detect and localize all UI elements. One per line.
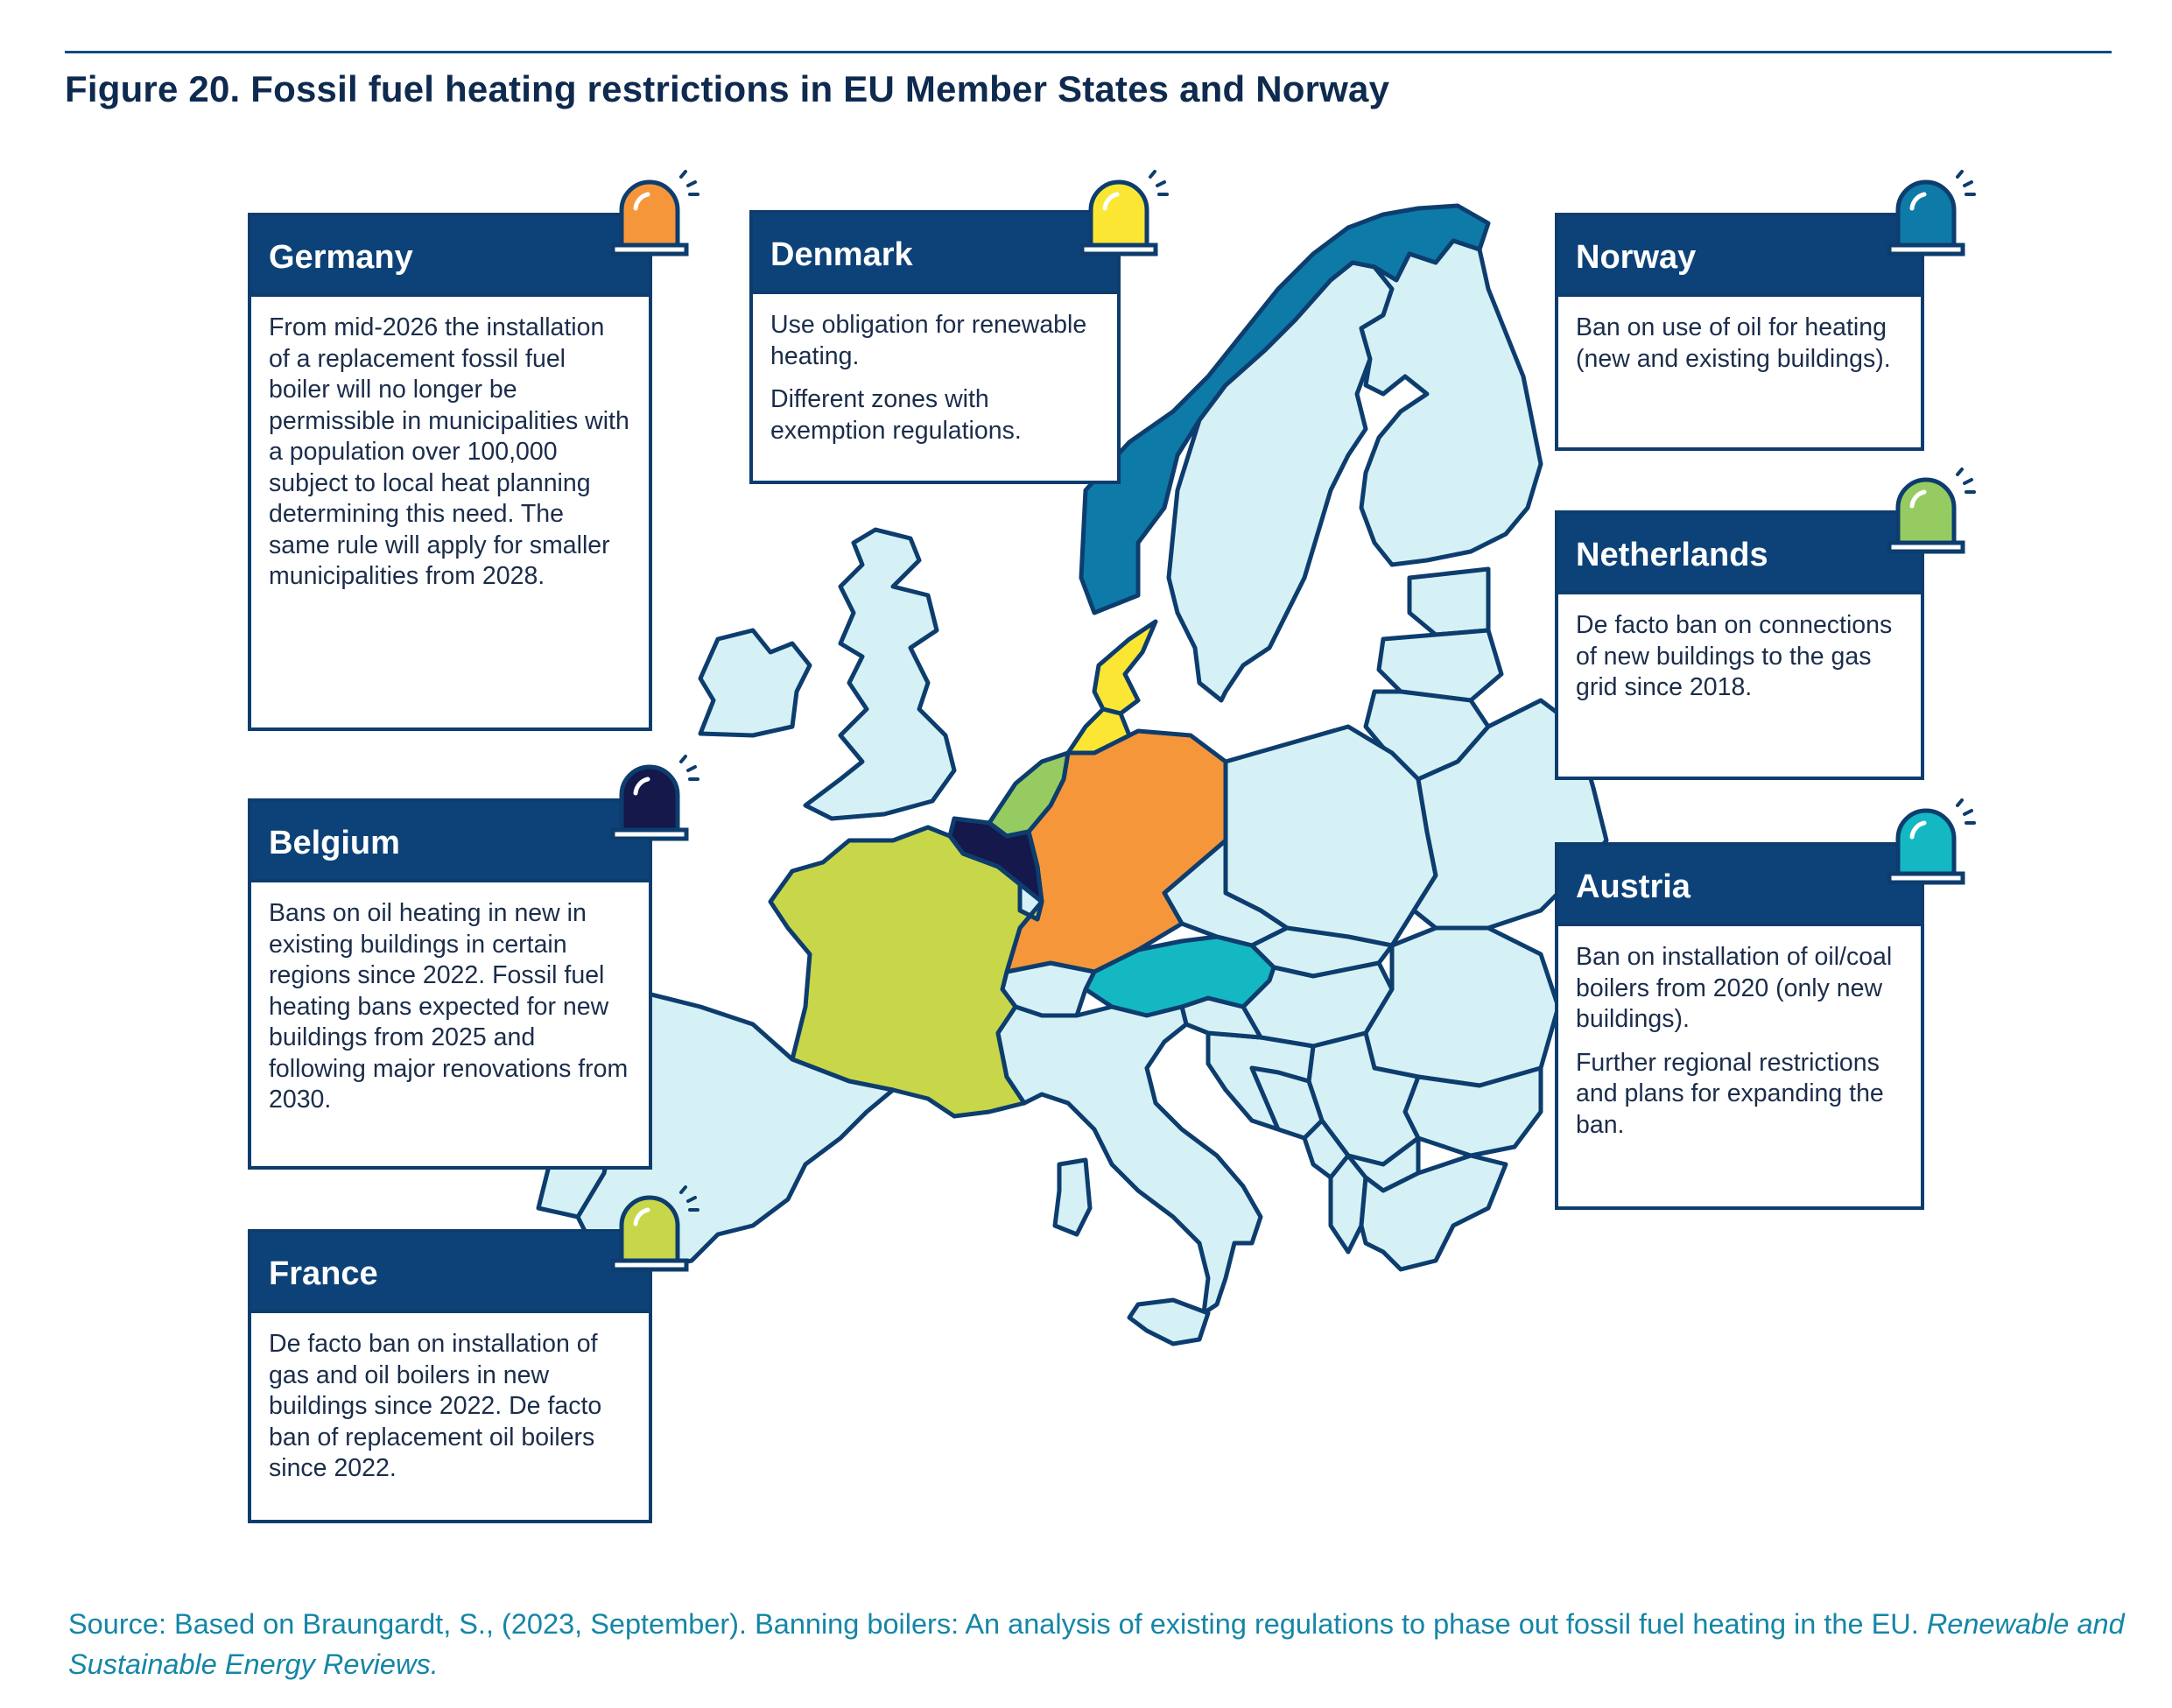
country-sardinia[interactable] — [1055, 1160, 1090, 1234]
netherlands-title: Netherlands — [1558, 514, 1921, 594]
country-denmark[interactable] — [1094, 622, 1156, 713]
germany-box — [248, 213, 652, 731]
austria-text: Ban on installation of oil/coal boilers from 2020 (only new buildings). Further regional restrictions and plans for expanding the ban. — [1576, 943, 1893, 1139]
denmark-box — [749, 210, 1121, 484]
country-sicily[interactable] — [1129, 1300, 1208, 1344]
austria-box — [1555, 842, 1924, 1210]
netherlands-siren-icon — [1880, 464, 1977, 560]
austria-title: Austria — [1558, 846, 1921, 926]
belgium-box — [248, 798, 652, 1170]
country-romania[interactable] — [1361, 928, 1558, 1086]
netherlands-box — [1555, 510, 1924, 780]
denmark-text: Use obligation for renewable heating. Different zones with exemption regulations. — [770, 311, 1087, 445]
germany-siren-icon — [604, 166, 700, 263]
figure-title: Figure 20. Fossil fuel heating restrictions in EU Member States and Norway — [65, 68, 1390, 109]
source-note — [68, 1604, 2172, 1684]
norway-title: Norway — [1558, 216, 1921, 297]
country-united-kingdom[interactable] — [805, 530, 954, 819]
belgium-title: Belgium — [251, 802, 649, 882]
country-estonia[interactable] — [1409, 569, 1488, 635]
denmark-siren-icon — [1073, 166, 1170, 263]
france-box — [248, 1229, 652, 1523]
germany-text: From mid-2026 the installation of a replacement fossil fuel boiler will no longer be permissible in municipalities with a population over 100,000 subject to local heat planning determining this need. The same rule will apply for smaller municipalities from 2028. — [269, 313, 629, 590]
germany-title: Germany — [251, 216, 649, 297]
belgium-text: Bans on oil heating in new in existing buildings in certain regions since 2022. Fossil fuel heating bans expected for new buildings from 2025 and following major renovations from 2030. — [269, 899, 629, 1114]
france-siren-icon — [604, 1182, 700, 1278]
country-ireland[interactable] — [700, 630, 810, 735]
france-text: De facto ban on installation of gas and oil boilers in new buildings since 2022. De facto ban of replacement oil boilers since 2022. — [269, 1330, 602, 1482]
denmark-title: Denmark — [753, 214, 1117, 294]
source-text: Source: Based on Braungardt, S., (2023, September). Banning boilers: An analysis of existing regulations to phase out fossil fuel heating in the EU. — [68, 1608, 1927, 1640]
france-title: France — [251, 1233, 649, 1313]
norway-box — [1555, 213, 1924, 451]
norway-text: Ban on use of oil for heating (new and existing buildings). — [1576, 313, 1891, 373]
belgium-siren-icon — [604, 751, 700, 847]
source-journal: Renewable and Sustainable Energy Reviews. — [68, 1608, 2125, 1680]
austria-siren-icon — [1880, 795, 1977, 891]
netherlands-text: De facto ban on connections of new buildings to the gas grid since 2018. — [1576, 611, 1893, 701]
norway-siren-icon — [1880, 166, 1977, 263]
